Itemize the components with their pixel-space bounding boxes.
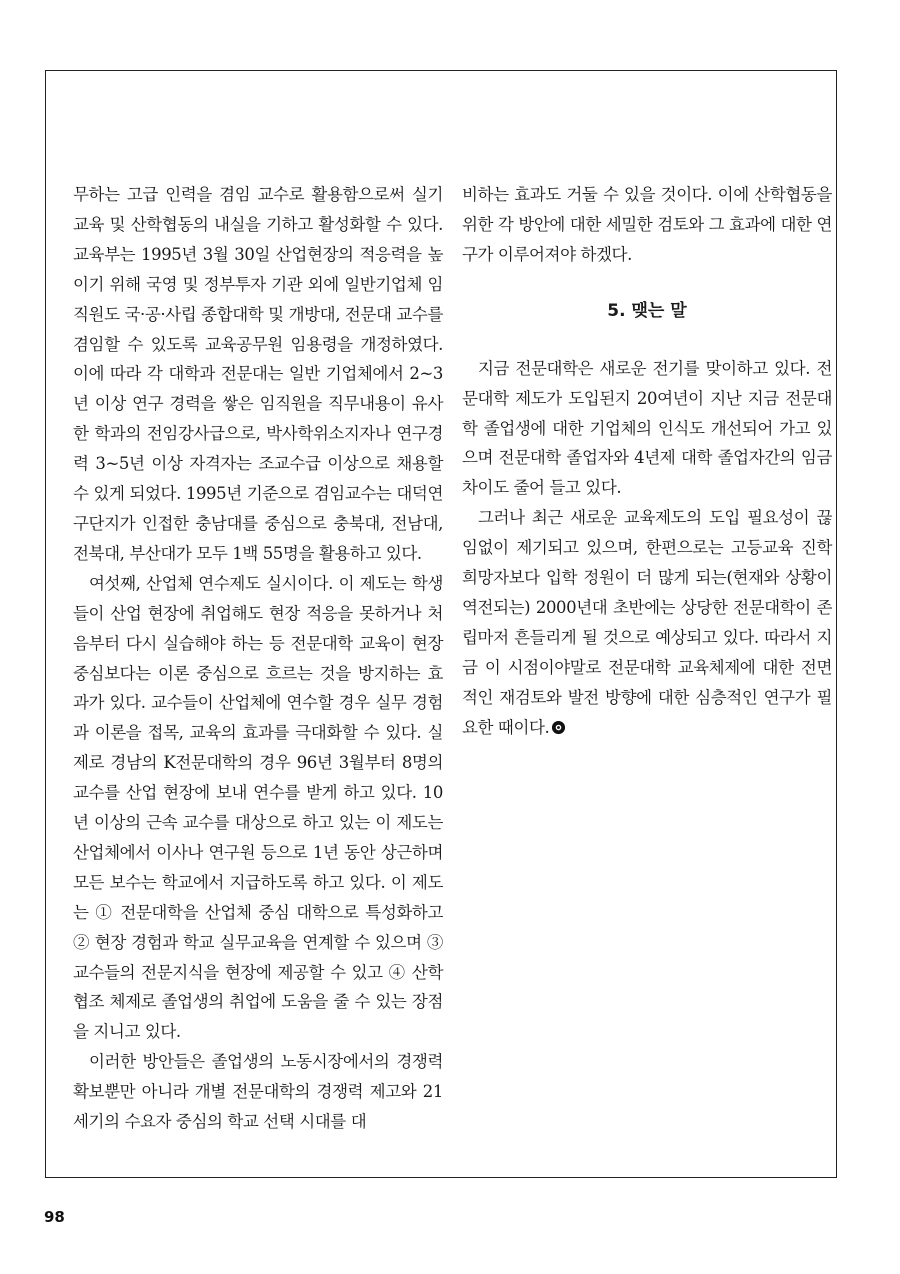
body-paragraph: 지금 전문대학은 새로운 전기를 맞이하고 있다. 전문대학 제도가 도입된지 20여년이 지난 지금 전문대학 졸업생에 대한 기업체의 인식도 개선되어 가고 있으며 전문대학 졸업자와 4년제 대학 졸업자간의 임금 차이도 줄어 들고 있다. bbox=[462, 358, 832, 498]
body-paragraph: 비하는 효과도 거둘 수 있을 것이다. 이에 산학협동을 위한 각 방안에 대한 세밀한 검토와 그 효과에 대한 연구가 이루어져야 하겠다. bbox=[462, 185, 832, 264]
right-column bbox=[462, 180, 832, 743]
end-of-article-icon bbox=[551, 720, 566, 735]
body-paragraph: 여섯째, 산업체 연수제도 실시이다. 이 제도는 학생들이 산업 현장에 취업해도 현장 적응을 못하거나 처음부터 다시 실습해야 하는 등 전문대학 교육이 현장 중심보다는 이론 중심으로 흐르는 것을 방지하는 효과가 있다. 교수들이 산업체에 연수할 경우 실무 경험과 이론을 접목, 교육의 효과를 극대화할 수 있다. 실제로 경남의 K전문대학의 경우 96년 3월부터 8명의 교수를 산업 현장에 보내 연수를 받게 하고 있다. 10년 이상의 근속 교수를 대상으로 하고 있는 이 제도는 산업체에서 이사나 연구원 등으로 1년 동안 상근하며 모든 보수는 학교에서 지급하도록 하고 있다. 이 제도는 ① 전문대학을 산업체 중심 대학으로 특성화하고 ② 현장 경험과 학교 실무교육을 연계할 수 있으며 ③ 교수들의 전문지식을 현장에 제공할 수 있고 ④ 산학 협조 체제로 졸업생의 취업에 도움을 줄 수 있는 장점을 지니고 있다. bbox=[73, 573, 443, 1042]
body-paragraph: 이러한 방안들은 졸업생의 노동시장에서의 경쟁력 확보뿐만 아니라 개별 전문대학의 경쟁력 제고와 21세기의 수요자 중심의 학교 선택 시대를 대 bbox=[73, 1052, 443, 1132]
page-number: 98 bbox=[44, 1208, 65, 1226]
section-heading: 5. 맺는 말 bbox=[607, 300, 687, 321]
left-column bbox=[73, 180, 443, 1137]
body-paragraph-text: 그러나 최근 새로운 교육제도의 도입 필요성이 끊임없이 제기되고 있으며, 한편으로는 고등교육 진학 희망자보다 입학 정원이 더 많게 되는(현재와 상황이 역전되는) 2000년대 초반에는 상당한 전문대학이 존립마저 흔들리게 될 것으로 예상되고 있다. 따라서 지금 이 시점이야말로 전문대학 교육체제에 대한 전면적인 재검토와 발전 방향에 대한 심층적인 연구가 필요한 때이다. bbox=[462, 508, 832, 737]
body-paragraph: 무하는 고급 인력을 겸임 교수로 활용함으로써 실기교육 및 산학협동의 내실을 기하고 활성화할 수 있다. 교육부는 1995년 3월 30일 산업현장의 적응력을 높이기 위해 국영 및 정부투자 기관 외에 일반기업체 임직원도 국·공·사립 종합대학 및 개방대, 전문대 교수를 겸임할 수 있도록 교육공무원 임용령을 개정하였다. 이에 따라 각 대학과 전문대는 일반 기업체에서 2~3년 이상 연구 경력을 쌓은 임직원을 직무내용이 유사한 학과의 전임강사급으로, 박사학위소지자나 연구경력 3~5년 이상 자격자는 조교수급 이상으로 채용할 수 있게 되었다. 1995년 기준으로 겸임교수는 대덕연구단지가 인접한 충남대를 중심으로 충북대, 전남대, 전북대, 부산대가 모두 1백 55명을 활용하고 있다. bbox=[73, 185, 443, 563]
body-paragraph-final bbox=[462, 503, 832, 742]
